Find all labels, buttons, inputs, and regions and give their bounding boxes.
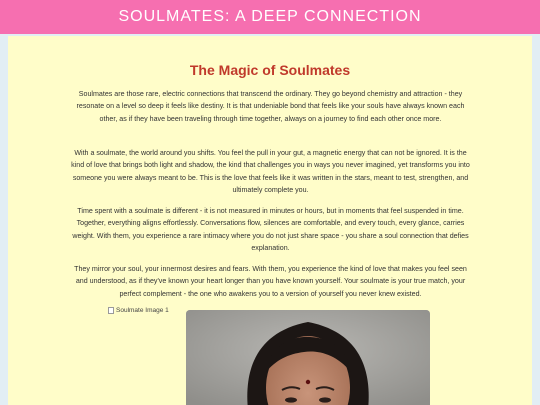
image-alt-text: Soulmate Image 1 (116, 307, 169, 314)
paragraph-4: They mirror your soul, your innermost desires and fears. With them, you experience the kind of love that makes you feel seen and understood, as if they've known your heart longer than you have known yourself. Your soulmate is your true match, your perfect complement - the one who awakens you to a version of yourself you never knew existed. (74, 265, 467, 298)
broken-image-1 (108, 307, 169, 314)
article-title: The Magic of Soulmates (189, 62, 351, 78)
content-container (8, 36, 532, 405)
portrait-illustration (186, 310, 430, 405)
broken-image-icon (108, 307, 114, 314)
site-title: SOULMATES: A DEEP CONNECTION (118, 8, 422, 25)
paragraph-2: With a soulmate, the world around you shifts. You feel the pull in your gut, a magnetic energy that can not be ignored. It is the kind of love that brings both light and shadow, the kind that challenges you in ways you never imagined, yet transforms you into someone you were always meant to be. This is the love that feels like it was written in the stars, meant to test, strengthen, and ultimately complete you. (71, 149, 470, 194)
portrait-photo (186, 310, 430, 405)
paragraph-3: Time spent with a soulmate is different - it is not measured in minutes or hours, but in moments that feel suspended in time. Together, everything aligns effortlessly. Conversations flow, silences are comfortable, and every touch, every glance, carries weight. With them, you experience a rare intimacy where you do not just share space - you share a soul connection that defies explanation. (72, 207, 469, 252)
page-header (0, 0, 540, 34)
paragraph-1: Soulmates are those rare, electric connections that transcend the ordinary. They go beyond chemistry and attraction - they resonate on a level so deep it feels like destiny. It is that undeniable bond that feels like your souls have always known each other, as if they have been traveling through time together, always on a journey to find each other once more. (76, 90, 465, 123)
